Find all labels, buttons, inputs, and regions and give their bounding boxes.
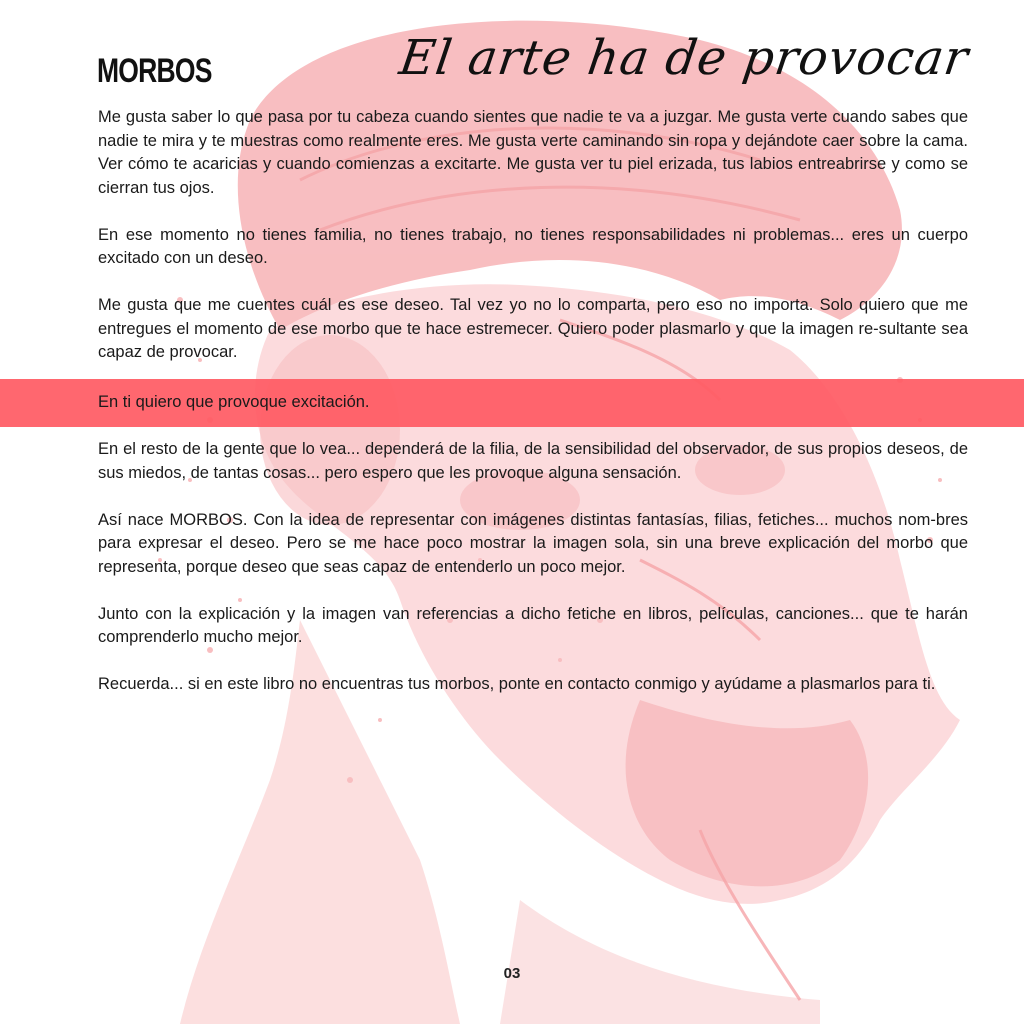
page-number: 03 bbox=[503, 965, 521, 982]
paragraph: En el resto de la gente que lo vea... dependerá de la filia, de la sensibilidad del observador, de sus propios deseos, de sus miedos, de tantas cosas... pero espero que les provoque alguna sensación. bbox=[98, 440, 968, 482]
intro-text bbox=[98, 106, 968, 388]
paragraph: Me gusta saber lo que pasa por tu cabeza cuando sientes que nadie te va a juzgar. Me gusta verte cuando sabes que nadie te mira y te muestras como realmente eres. Me gusta verte caminando sin ropa y dejándote caer sobre la cama. Ver cómo te acaricias y cuando comienzas a excitarte. Me gusta ver tu piel erizada, tus labios entreabrirse y como se cierran tus ojos. bbox=[98, 108, 968, 197]
paragraph: Me gusta que me cuentes cuál es ese deseo. Tal vez yo no lo comparta, pero eso no importa. Solo quiero que me entregues el momento de ese morbo que te hace estremecer. Quiero poder plasmarlo y que la imagen re-sultante sea capaz de provocar. bbox=[98, 296, 968, 361]
highlight-sentence: En ti quiero que provoque excitación. bbox=[98, 393, 370, 411]
paragraph: Recuerda... si en este libro no encuentras tus morbos, ponte en contacto conmigo y ayúdame a plasmarlos para ti. bbox=[98, 675, 936, 693]
slogan: El arte ha de provocar bbox=[395, 30, 972, 86]
paragraph: En ese momento no tienes familia, no tienes trabajo, no tienes responsabilidades ni problemas... eres un cuerpo excitado con un deseo. bbox=[98, 225, 968, 267]
paragraph: Junto con la explicación y la imagen van referencias a dicho fetiche en libros, películas, canciones... que te harán comprenderlo mucho mejor. bbox=[98, 604, 968, 646]
paragraph: Así nace MORBOS. Con la idea de representar con imágenes distintas fantasías, filias, fetiches... muchos nom-bres para expresar el deseo. Pero se me hace poco mostrar la imagen sola, sin una breve explicación del morbo que representa, porque deseo que seas capaz de entenderlo un poco mejor. bbox=[98, 510, 968, 576]
page-title: MORBOS bbox=[97, 52, 212, 90]
body-text bbox=[98, 438, 968, 720]
